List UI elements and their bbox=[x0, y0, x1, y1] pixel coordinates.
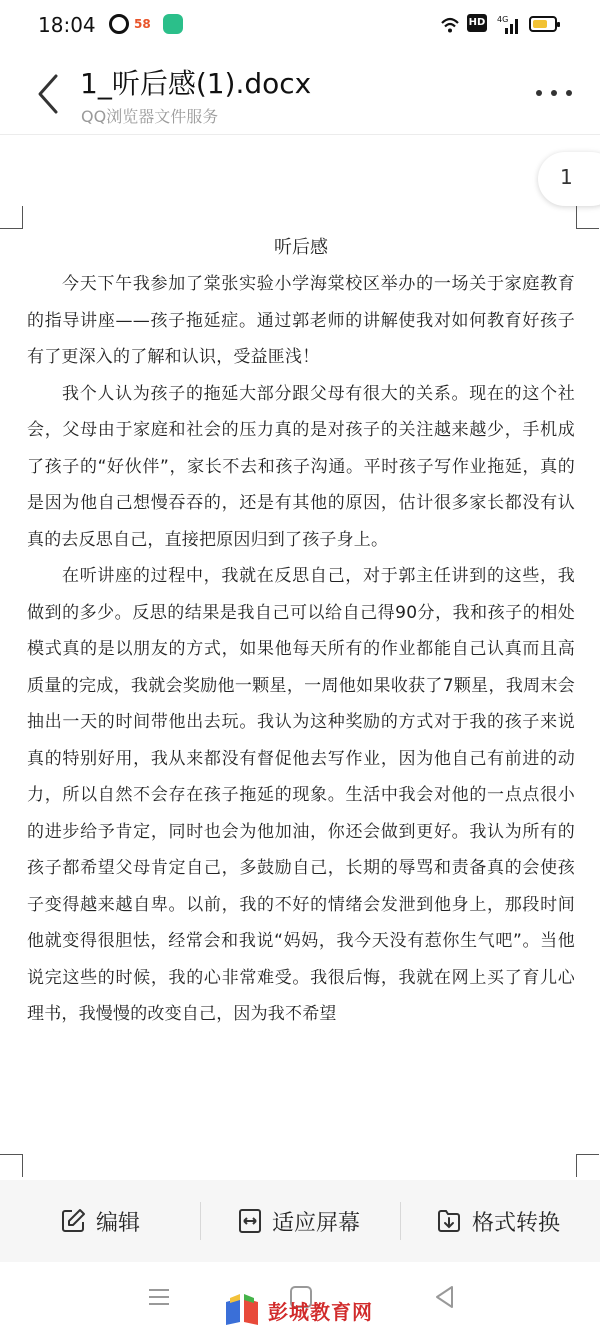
green-app-icon bbox=[163, 14, 183, 34]
fit-screen-icon bbox=[238, 1208, 262, 1234]
more-options-button[interactable] bbox=[530, 86, 578, 100]
page-indicator[interactable] bbox=[538, 152, 600, 206]
status-time: 18:04 bbox=[38, 13, 96, 37]
watermark-logo-icon bbox=[222, 1292, 262, 1328]
edit-label: 编辑 bbox=[96, 1210, 141, 1236]
format-convert-icon bbox=[436, 1208, 462, 1234]
fit-screen-label: 适应屏幕 bbox=[272, 1210, 361, 1236]
page-corner-mark bbox=[576, 1154, 599, 1177]
system-back-button[interactable] bbox=[430, 1282, 460, 1312]
file-title: 1_听后感(1).docx bbox=[80, 67, 312, 100]
page-corner-mark bbox=[0, 206, 23, 229]
watermark-text: 彭城教育网 bbox=[268, 1299, 373, 1324]
watermark bbox=[222, 1292, 373, 1328]
document-paragraph: 在听讲座的过程中，我就在反思自己，对于郭主任讲到的这些，我做到的多少。反思的结果是我自己可以给自己得90分，我和孩子的相处模式真的是以朋友的方式，如果他每天所有的作业都能自己认真而且高质量的完成，我就会奖励他一颗星，一周他如果收获了7颗星，我周末会抽出一天的时间带他出去玩。我认为这种奖励的方式对于我的孩子来说真的特别好用，我从来都没有督促他去写作业，因为他自己有前进的动力，所以自然不会存在孩子拖延的现象。生活中我会对他的一点点很小的进步给予肯定，同时也会为他加油，你还会做到更好。我认为所有的孩子都希望父母肯定自己，多鼓励自己，长期的辱骂和责备真的会使孩子变得越来越自卑。以前，我的不好的情绪会发泄到他身上，那段时间他就变得很胆怯，经常会和我说“妈妈，我今天没有惹你生气吧”。当他说完这些的时候，我的心非常难受。我很后悔，我就在网上买了育儿心理书，我慢慢的改变自己，因为我不希望 bbox=[27, 566, 575, 1024]
page-corner-mark bbox=[0, 1154, 23, 1177]
recent-apps-button[interactable] bbox=[144, 1282, 174, 1312]
status-bar bbox=[0, 0, 600, 50]
page-number: 1 bbox=[560, 165, 573, 189]
wifi-icon bbox=[440, 14, 460, 36]
network-label: 4G bbox=[497, 15, 509, 24]
app-58-icon: 58 bbox=[134, 17, 151, 31]
app-header bbox=[0, 50, 600, 135]
battery-icon bbox=[529, 16, 557, 32]
format-convert-button[interactable] bbox=[436, 1180, 560, 1262]
page-corner-mark bbox=[576, 206, 599, 229]
document-page[interactable] bbox=[27, 230, 575, 1033]
qq-browser-icon bbox=[109, 14, 129, 34]
toolbar-divider bbox=[200, 1202, 201, 1240]
format-convert-label: 格式转换 bbox=[472, 1210, 561, 1236]
bottom-toolbar bbox=[0, 1180, 600, 1262]
file-subtitle: QQ浏览器文件服务 bbox=[81, 107, 219, 126]
fit-screen-button[interactable] bbox=[238, 1180, 360, 1262]
signal-icon bbox=[497, 14, 521, 36]
back-button[interactable] bbox=[30, 70, 70, 118]
edit-icon bbox=[60, 1208, 86, 1234]
toolbar-divider bbox=[400, 1202, 401, 1240]
document-paragraph: 今天下午我参加了棠张实验小学海棠校区举办的一场关于家庭教育的指导讲座——孩子拖延症。通过郭老师的讲解使我对如何教育好孩子有了更深入的了解和认识，受益匪浅！ bbox=[27, 274, 575, 367]
edit-button[interactable] bbox=[60, 1180, 140, 1262]
document-title: 听后感 bbox=[274, 237, 328, 258]
document-paragraph: 我个人认为孩子的拖延大部分跟父母有很大的关系。现在的这个社会，父母由于家庭和社会的压力真的是对孩子的关注越来越少，手机成了孩子的“好伙伴”，家长不去和孩子沟通。平时孩子写作业拖延，真的是因为他自己想慢吞吞的，还是有其他的原因，估计很多家长都没有认真的去反思自己，直接把原因归到了孩子身上。 bbox=[27, 383, 575, 550]
hd-badge: HD bbox=[467, 14, 487, 32]
